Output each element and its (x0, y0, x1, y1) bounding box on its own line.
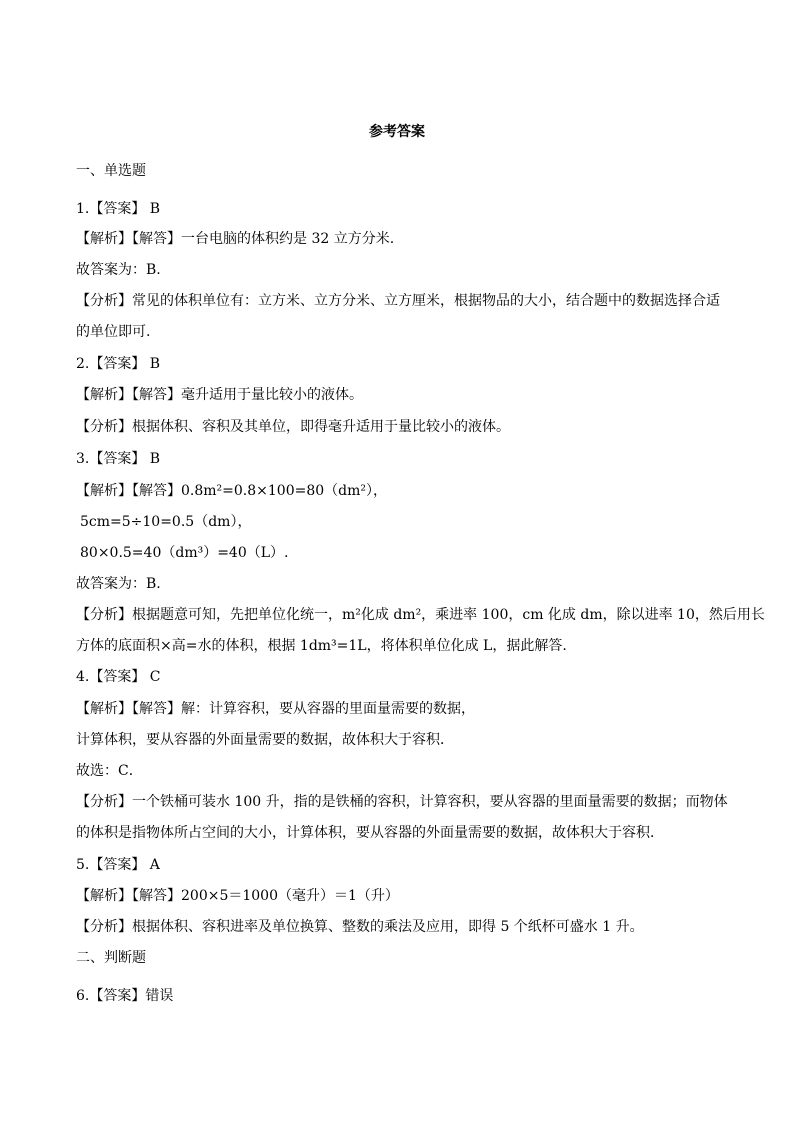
q5-analysis: 【分析】根据体积、容积进率及单位换算、整数的乘法及应用，即得 5 个纸杯可盛水 1 升。 (76, 919, 644, 935)
q5-explanation: 【解析】【解答】200×5＝1000（毫升）＝1（升） (76, 888, 399, 904)
q4-analysis-line1: 【分析】一个铁桶可装水 100 升，指的是铁桶的容积，计算容积，要从容器的里面量需要的数据；而物体 (76, 794, 728, 810)
q2-analysis: 【分析】根据体积、容积及其单位，即得毫升适用于量比较小的液体。 (76, 419, 510, 435)
q1-answer: 1.【答案】 B (76, 201, 161, 217)
q4-answer: 4.【答案】 C (76, 669, 161, 685)
q3-step2: 5cm=5÷10=0.5（dm）， (80, 514, 252, 530)
q4-analysis-line2: 的体积是指物体所占空间的大小，计算体积，要从容器的外面量需要的数据，故体积大于容积． (76, 825, 664, 841)
q3-step3: 80×0.5=40（dm³）=40（L）. (80, 545, 289, 561)
section-heading-true-false: 二、判断题 (76, 950, 146, 966)
q3-analysis-line2: 方体的底面积×高=水的体积，根据 1dm³=1L，将体积单位化成 L，据此解答. (76, 638, 567, 654)
q2-explanation: 【解析】【解答】毫升适用于量比较小的液体。 (76, 387, 363, 403)
q2-answer: 2.【答案】 B (76, 356, 161, 372)
q3-explanation: 【解析】【解答】0.8m²=0.8×100=80（dm²）， (76, 483, 387, 499)
q1-analysis-line2: 的单位即可. (76, 324, 151, 340)
q1-analysis-line1: 【分析】常见的体积单位有：立方米、立方分米、立方厘米，根据物品的大小，结合题中的数据选择合适 (76, 293, 720, 309)
q4-explanation: 【解析】【解答】解：计算容积，要从容器的里面量需要的数据， (76, 701, 475, 717)
q1-result: 故答案为：B. (76, 262, 161, 278)
q3-answer: 3.【答案】 B (76, 451, 161, 467)
q3-analysis-line1: 【分析】根据题意可知，先把单位化统一，m²化成 dm²，乘进率 100，cm 化成 dm，除以进率 10，然后用长 (76, 607, 765, 623)
page-title: 参考答案 (369, 124, 425, 140)
section-heading-single-choice: 一、单选题 (76, 163, 146, 179)
q4-result: 故选：C． (76, 763, 143, 779)
q5-answer: 5.【答案】 A (76, 857, 160, 873)
q6-answer: 6.【答案】错误 (76, 988, 174, 1004)
q1-explanation: 【解析】【解答】一台电脑的体积约是 32 立方分米. (76, 231, 395, 247)
q3-result: 故答案为：B. (76, 576, 161, 592)
q4-step2: 计算体积，要从容器的外面量需要的数据，故体积大于容积． (76, 732, 454, 748)
